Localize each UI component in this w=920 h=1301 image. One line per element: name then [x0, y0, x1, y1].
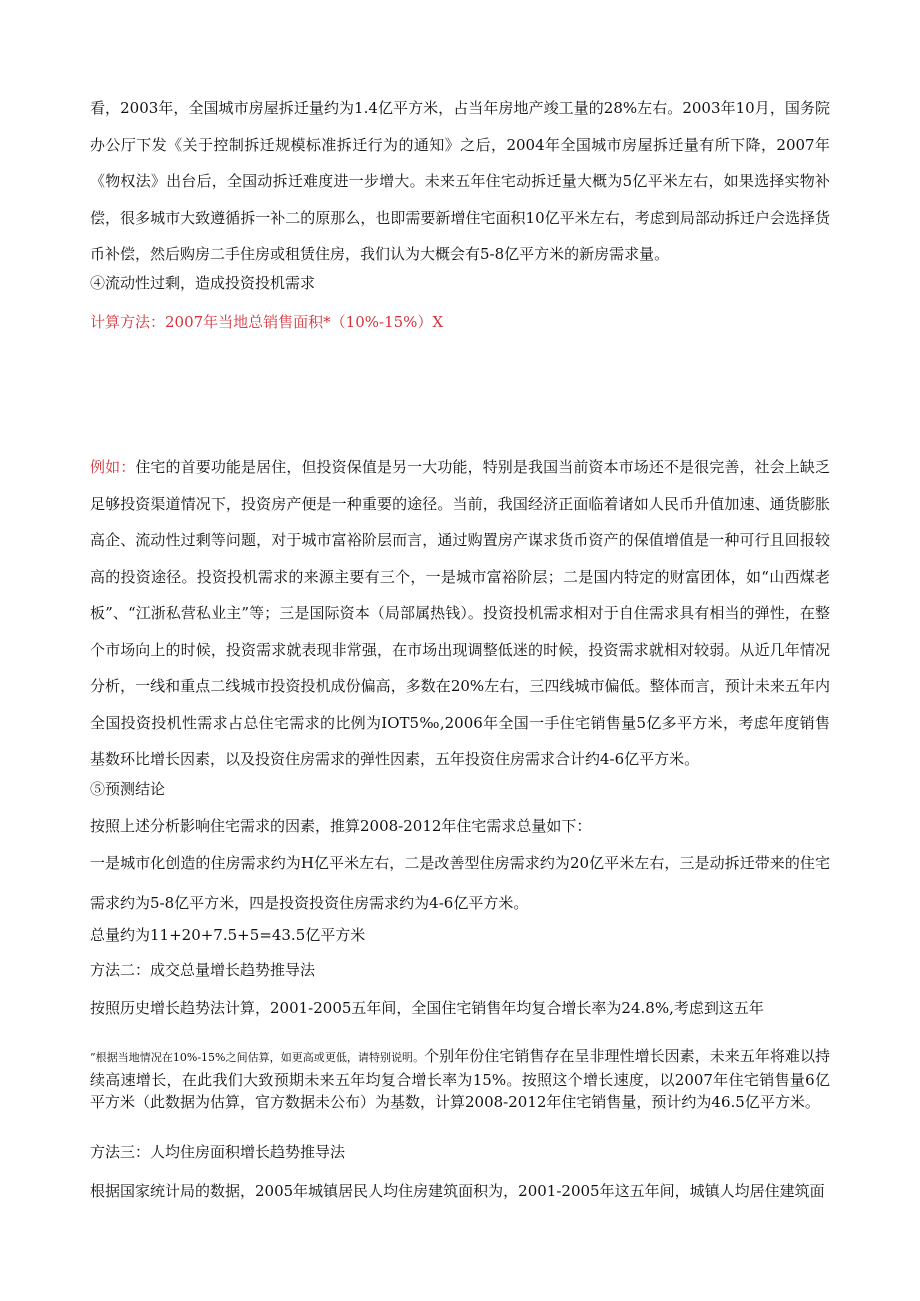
heading-liquidity: ④流动性过剩，造成投资投机需求: [90, 274, 316, 292]
heading-conclusion: ⑤预测结论: [90, 780, 166, 798]
example-label: 例如：: [90, 458, 136, 476]
footnote-block: [90, 1045, 830, 1113]
footnote-note: ”根据当地情况在10%-15%之间估算，如更高或更低，请特别说明。: [90, 1051, 425, 1064]
calc-method-formula: 计算方法：2007年当地总销售面积*（10%-15%）X: [90, 313, 444, 331]
method2-text: 按照历史增长趋势法计算，2001-2005五年间，全国住宅销售年均复合增长率为24.8%,考虑到这五年: [90, 999, 764, 1017]
total-demand: 总量约为11+20+7.5+5=43.5亿平方米: [90, 926, 366, 944]
paragraph-investment-text: 住宅的首要功能是居住，但投资保值是另一大功能，特别是我国当前资本市场还不是很完善，社会上缺乏足够投资渠道情况下，投资房产便是一种重要的途径。当前，我国经济正面临着诸如人民币升值加速、通货膨胀高企、流动性过剩等问题，对于城市富裕阶层而言，通过购置房产谋求货币资产的保值增值是一种可行且回报较高的投资途径。投资投机需求的来源主要有三个，一是城市富裕阶层；二是国内特定的财富团体，如“山西煤老板”、“江浙私营私业主”等；三是国际资本（局部属热钱）。投资投机需求相对于自住需求具有相当的弹性，在整个市场向上的时候，投资需求就表现非常强，在市场出现调整低迷的时候，投资需求就相对较弱。从近几年情况分析，一线和重点二线城市投资投机成份偏高，多数在20%左右，三四线城市偏低。整体而言，预计未来五年内全国投资投机性需求占总住宅需求的比例为IOT5‰,2006年全国一手住宅销售量5亿多平方米，考虑年度销售基数环比增长因素，以及投资住房需求的弹性因素，五年投资住房需求合计约4-6亿平方米。: [90, 458, 830, 768]
conclusion-intro: 按照上述分析影响住宅需求的因素，推算2008-2012年住宅需求总量如下：: [90, 817, 592, 835]
paragraph-investment: [90, 449, 830, 778]
method3-title: 方法三：人均住房面积增长趋势推导法: [90, 1143, 346, 1161]
footnote-continuation: 个别年份住宅销售存在呈非理性增长因素，未来五年将难以持续高速增长，在此我们大致预期未来五年均复合增长率为15%。按照这个增长速度，以2007年住宅销售量6亿平方米（此数据为估算，官方数据未公布）为基数，计算2008-2012年住宅销售量，预计约为46.5亿平方米。: [90, 1047, 830, 1111]
conclusion-text: 一是城市化创造的住房需求约为H亿平米左右，二是改善型住房需求约为20亿平米左右，三是动拆迁带来的住宅需求约为5-8亿平方米，四是投资投资住房需求约为4-6亿平方米。: [90, 854, 830, 912]
method2-title: 方法二：成交总量增长趋势推导法: [90, 961, 316, 979]
method3-text: 根据国家统计局的数据，2005年城镇居民人均住房建筑面积为，2001-2005年这五年间，城镇人均居住建筑面: [90, 1182, 825, 1200]
paragraph-demolition: 看，2003年，全国城市房屋拆迁量约为1.4亿平方米，占当年房地产竣工量的28%左右。2003年10月，国务院办公厅下发《关于控制拆迁规模标准拆迁行为的通知》之后，2004年全国城市房屋拆迁量有所下降，2007年《物权法》出台后，全国动拆迁难度进一步增大。未来五年住宅动拆迁量大概为5亿平米左右，如果选择实物补偿，很多城市大致遵循拆一补二的原那么，也即需要新增住宅面积10亿平米左右，考虑到局部动拆迁户会选择货币补偿，然后购房二手住房或租赁住房，我们认为大概会有5-8亿平方米的新房需求量。: [90, 99, 830, 263]
